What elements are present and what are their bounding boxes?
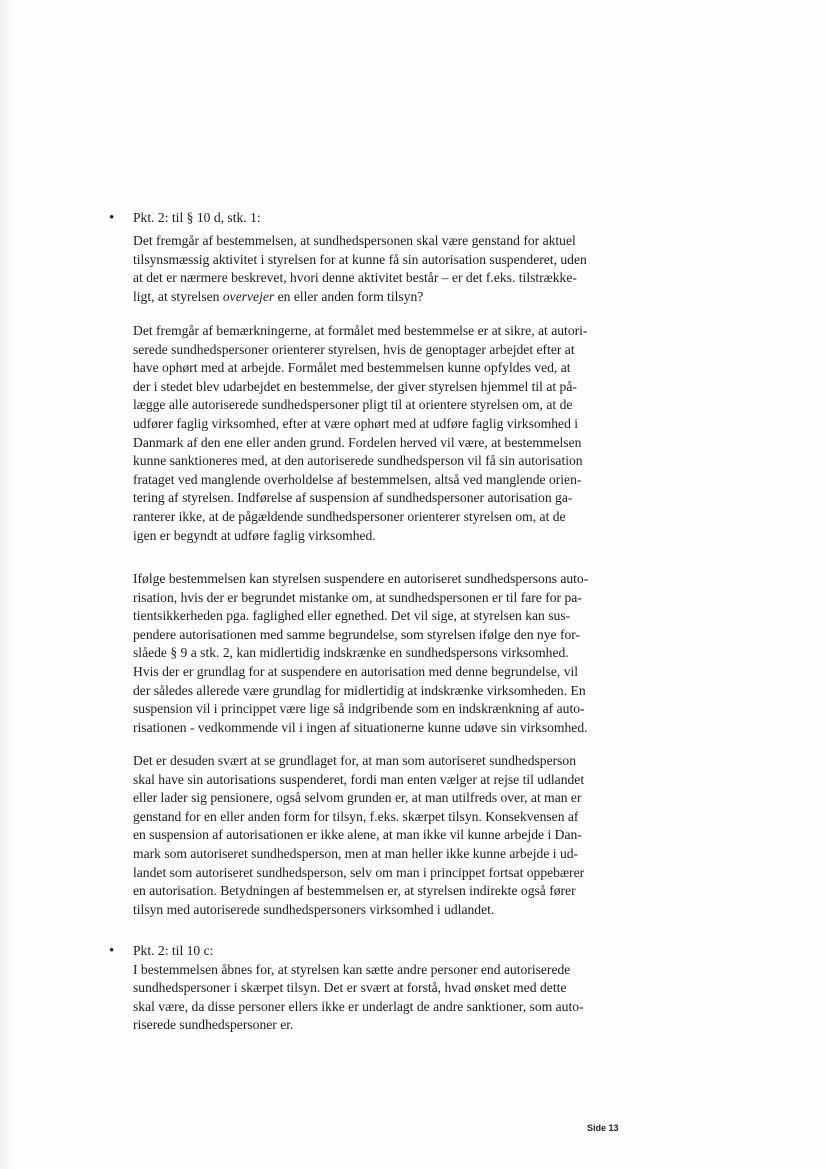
paragraph-line: slåede § 9 a stk. 2, kan midlertidig indskrænke en sundhedspersons virksomhed.	[133, 645, 569, 661]
paragraph-line: tering af styrelsen. Indførelse af suspension af sundhedspersoner autorisation ga-	[133, 490, 573, 506]
paragraph-line: ranterer ikke, at de pågældende sundhedspersoner orienterer styrelsen om, at de	[133, 508, 566, 524]
section-1-paragraph-2	[133, 322, 633, 545]
paragraph-line: at det er nærmere beskrevet, hvori denne aktivitet består – er det f.eks. tilstrække-	[133, 270, 577, 286]
paragraph-line: der i stedet blev udarbejdet en bestemmelse, der giver styrelsen hjemmel til at på-	[133, 378, 577, 394]
paragraph-line: Det fremgår af bemærkningerne, at formålet med bestemmelse er at sikre, at autori-	[133, 323, 588, 338]
emphasis-text: overvejer	[222, 288, 275, 304]
paragraph-line: genstand for en eller anden form for tilsyn, f.eks. skærpet tilsyn. Konsekvensen af	[133, 808, 579, 824]
section-2-heading: Pkt. 2: til 10 c:	[133, 943, 214, 958]
paragraph-line: tilsyn med autoriserede sundhedspersoners virksomhed i udlandet.	[133, 901, 495, 917]
paragraph-line: pendere autorisationen med samme begrundelse, som styrelsen ifølge den nye for-	[133, 626, 581, 642]
paragraph-line: riserede sundhedspersoner er.	[133, 1017, 294, 1033]
bullet-icon: •	[109, 943, 115, 959]
paragraph-line: mark som autoriseret sundhedsperson, men at man heller ikke kunne arbejde i ud-	[133, 845, 579, 861]
paragraph-line: der således allerede være grundlag for midlertidig at indskrænke virksomheden. En	[133, 682, 586, 698]
paragraph-line: tilsynsmæssig aktivitet i styrelsen for at kunne få sin autorisation suspenderet, uden	[133, 251, 587, 267]
paragraph-line: Ifølge bestemmelsen kan styrelsen suspendere en autoriseret sundhedspersons auto-	[133, 571, 589, 586]
paragraph-line: serede sundhedspersoner orienterer styrelsen, hvis de genoptager arbejdet efter at	[133, 341, 575, 357]
paragraph-line: risation, hvis der er begrundet mistanke om, at sundhedspersonen er til fare for pa-	[133, 589, 582, 605]
paragraph-line: lægge alle autoriserede sundhedspersoner pligt til at orientere styrelsen om, at de	[133, 397, 573, 413]
paragraph-line: en suspension af autorisationen er ikke alene, at man ikke vil kunne arbejde i Dan-	[133, 827, 582, 843]
paragraph-text: en eller anden form tilsyn?	[274, 288, 424, 304]
bullet-icon: •	[109, 210, 115, 226]
paragraph-line: Danmark af den ene eller anden grund. Fordelen herved vil være, at bestemmelsen	[133, 434, 582, 450]
section-1-paragraph-1	[133, 232, 633, 306]
paragraph-line: Det er desuden svært at se grundlaget for, at man som autoriseret sundhedsperson	[133, 753, 577, 768]
paragraph-line: skal have sin autorisations suspenderet, fordi man enten vælger at rejse til udlandet	[133, 771, 585, 787]
paragraph-line: tientsikkerheden pga. faglighed eller egnethed. Det vil sige, at styrelsen kan sus-	[133, 608, 571, 624]
paragraph-line: skal være, da disse personer ellers ikke er underlagt de andre sanktioner, som auto-	[133, 998, 584, 1014]
paragraph-line: Det fremgår af bestemmelsen, at sundhedspersonen skal være genstand for aktuel	[133, 233, 576, 248]
paragraph-line: suspension vil i princippet være lige så indgribende som en indskrænkning af auto-	[133, 701, 585, 717]
section-1-paragraph-4	[133, 752, 633, 919]
paragraph-line: have ophørt med at arbejde. Formålet med bestemmelsen kunne opfyldes ved, at	[133, 360, 571, 376]
paragraph-line: sundhedspersoner i skærpet tilsyn. Det er svært at forstå, hvad ønsket med dette	[133, 980, 567, 996]
paragraph-line: udfører faglig virksomhed, efter at være ophørt med at udføre faglig virksomhed i	[133, 415, 579, 431]
paragraph-text: ligt, at styrelsen	[133, 288, 223, 304]
section-1	[133, 209, 633, 228]
paragraph-line	[133, 288, 633, 307]
section-1-paragraph-3	[133, 570, 633, 737]
paragraph-line: kunne sanktioneres med, at den autoriserede sundhedsperson vil få sin autorisation	[133, 453, 583, 469]
paragraph-line: igen er begyndt at udføre faglig virksomhed.	[133, 527, 376, 543]
section-1-heading: Pkt. 2: til § 10 d, stk. 1:	[133, 210, 261, 225]
paragraph-line: eller lader sig pensionere, også selvom grunden er, at man utilfreds over, at man er	[133, 790, 582, 806]
paragraph-line: en autorisation. Betydningen af bestemmelsen er, at styrelsen indirekte også fører	[133, 883, 576, 899]
scan-edge	[0, 0, 14, 1169]
paragraph-line: landet som autoriseret sundhedsperson, selv om man i princippet fortsat oppebærer	[133, 864, 585, 880]
paragraph-line: I bestemmelsen åbnes for, at styrelsen kan sætte andre personer end autoriserede	[133, 961, 571, 977]
page-number: Side 13	[587, 1123, 619, 1133]
paragraph-line: Hvis der er grundlag for at suspendere en autorisation med denne begrundelse, vil	[133, 663, 579, 679]
paragraph-line: risationen - vedkommende vil i ingen af situationerne kunne udøve sin virksomhed.	[133, 719, 588, 735]
section-2	[133, 942, 633, 1035]
paragraph-line: frataget ved manglende overholdelse af bestemmelsen, altså ved manglende orien-	[133, 471, 582, 487]
